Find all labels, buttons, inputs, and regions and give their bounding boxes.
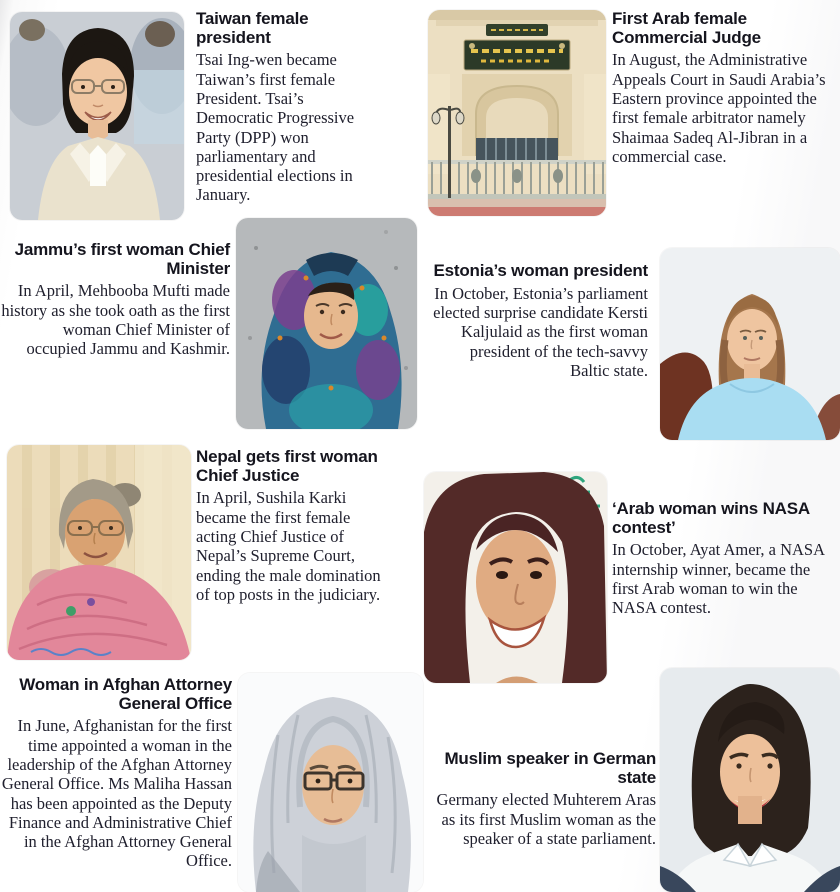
photo-tsai-ing-wen — [10, 12, 184, 220]
story-arab-judge-text — [612, 10, 836, 166]
tsai-portrait-illustration — [10, 12, 184, 220]
photo-muhterem-aras — [660, 668, 840, 892]
kaljulaid-portrait-illustration — [660, 248, 840, 440]
story-taiwan-text — [196, 10, 380, 205]
court-building-illustration — [428, 10, 606, 216]
story-jammu-heading: Jammu’s first woman Chief Minister — [14, 240, 230, 278]
story-estonia-text — [430, 262, 648, 380]
story-german-text — [428, 750, 656, 848]
story-nasa-heading: ‘Arab woman wins NASA contest’ — [612, 499, 810, 537]
story-arab-judge-body: In August, the Administrative Appeals Court in Saudi Arabia’s Eastern province appointed the first female arbitrator namely Shaimaa Sadeq Al-Jibran in a commercial case. — [612, 50, 826, 166]
story-taiwan-heading: Taiwan female president — [196, 9, 309, 47]
story-arab-judge-heading: First Arab female Commercial Judge — [612, 9, 761, 47]
story-nepal-heading: Nepal gets first woman Chief Justice — [196, 447, 378, 485]
photo-saudi-court-building — [428, 10, 606, 216]
hassan-portrait-illustration — [238, 673, 423, 892]
amer-portrait-illustration — [424, 472, 607, 683]
aras-portrait-illustration — [660, 668, 840, 892]
photo-sushila-karki — [7, 445, 191, 660]
photo-maliha-hassan — [238, 673, 423, 892]
story-nasa-body: In October, Ayat Amer, a NASA internship winner, became the first Arab woman to win the NASA contest. — [612, 540, 825, 618]
story-taiwan-body: Tsai Ing-wen became Taiwan’s first female President. Tsai’s Democratic Progressive Party (DPP) won parliamentary and presidential elections in January. — [196, 50, 355, 205]
mufti-portrait-illustration — [236, 218, 417, 429]
story-jammu-text — [0, 241, 230, 359]
story-estonia-heading: Estonia’s woman president — [433, 261, 648, 280]
story-german-heading: Muslim speaker in German state — [444, 749, 656, 787]
story-afghan-heading: Woman in Afghan Attorney General Office — [19, 675, 232, 713]
photo-ayat-amer — [424, 472, 607, 683]
story-nepal-text — [196, 448, 392, 604]
story-afghan-body: In June, Afghanistan for the first time appointed a woman in the leadership of the Afghan Attorney General Office. Ms Maliha Hassan has been appointed as the Deputy Finance and Administrative Chief in the Afghan Attorney General Office. — [1, 716, 232, 871]
story-nepal-body: In April, Sushila Karki became the first female acting Chief Justice of Nepal’s Supreme Court, ending the male domination of top posts in the judiciary. — [196, 488, 381, 604]
karki-portrait-illustration — [7, 445, 191, 660]
story-german-body: Germany elected Muhterem Aras as its first Muslim woman as the speaker of a state parliament. — [436, 790, 656, 848]
story-estonia-body: In October, Estonia’s parliament elected surprise candidate Kersti Kaljulaid as the first woman president of the tech-savvy Baltic state. — [433, 283, 648, 380]
photo-kersti-kaljulaid — [660, 248, 840, 440]
story-jammu-body: In April, Mehbooba Mufti made history as she took oath as the first woman Chief Minister of occupied Jammu and Kashmir. — [1, 281, 230, 359]
story-nasa-text — [612, 500, 834, 618]
photo-mehbooba-mufti — [236, 218, 417, 429]
story-afghan-text — [0, 676, 232, 871]
